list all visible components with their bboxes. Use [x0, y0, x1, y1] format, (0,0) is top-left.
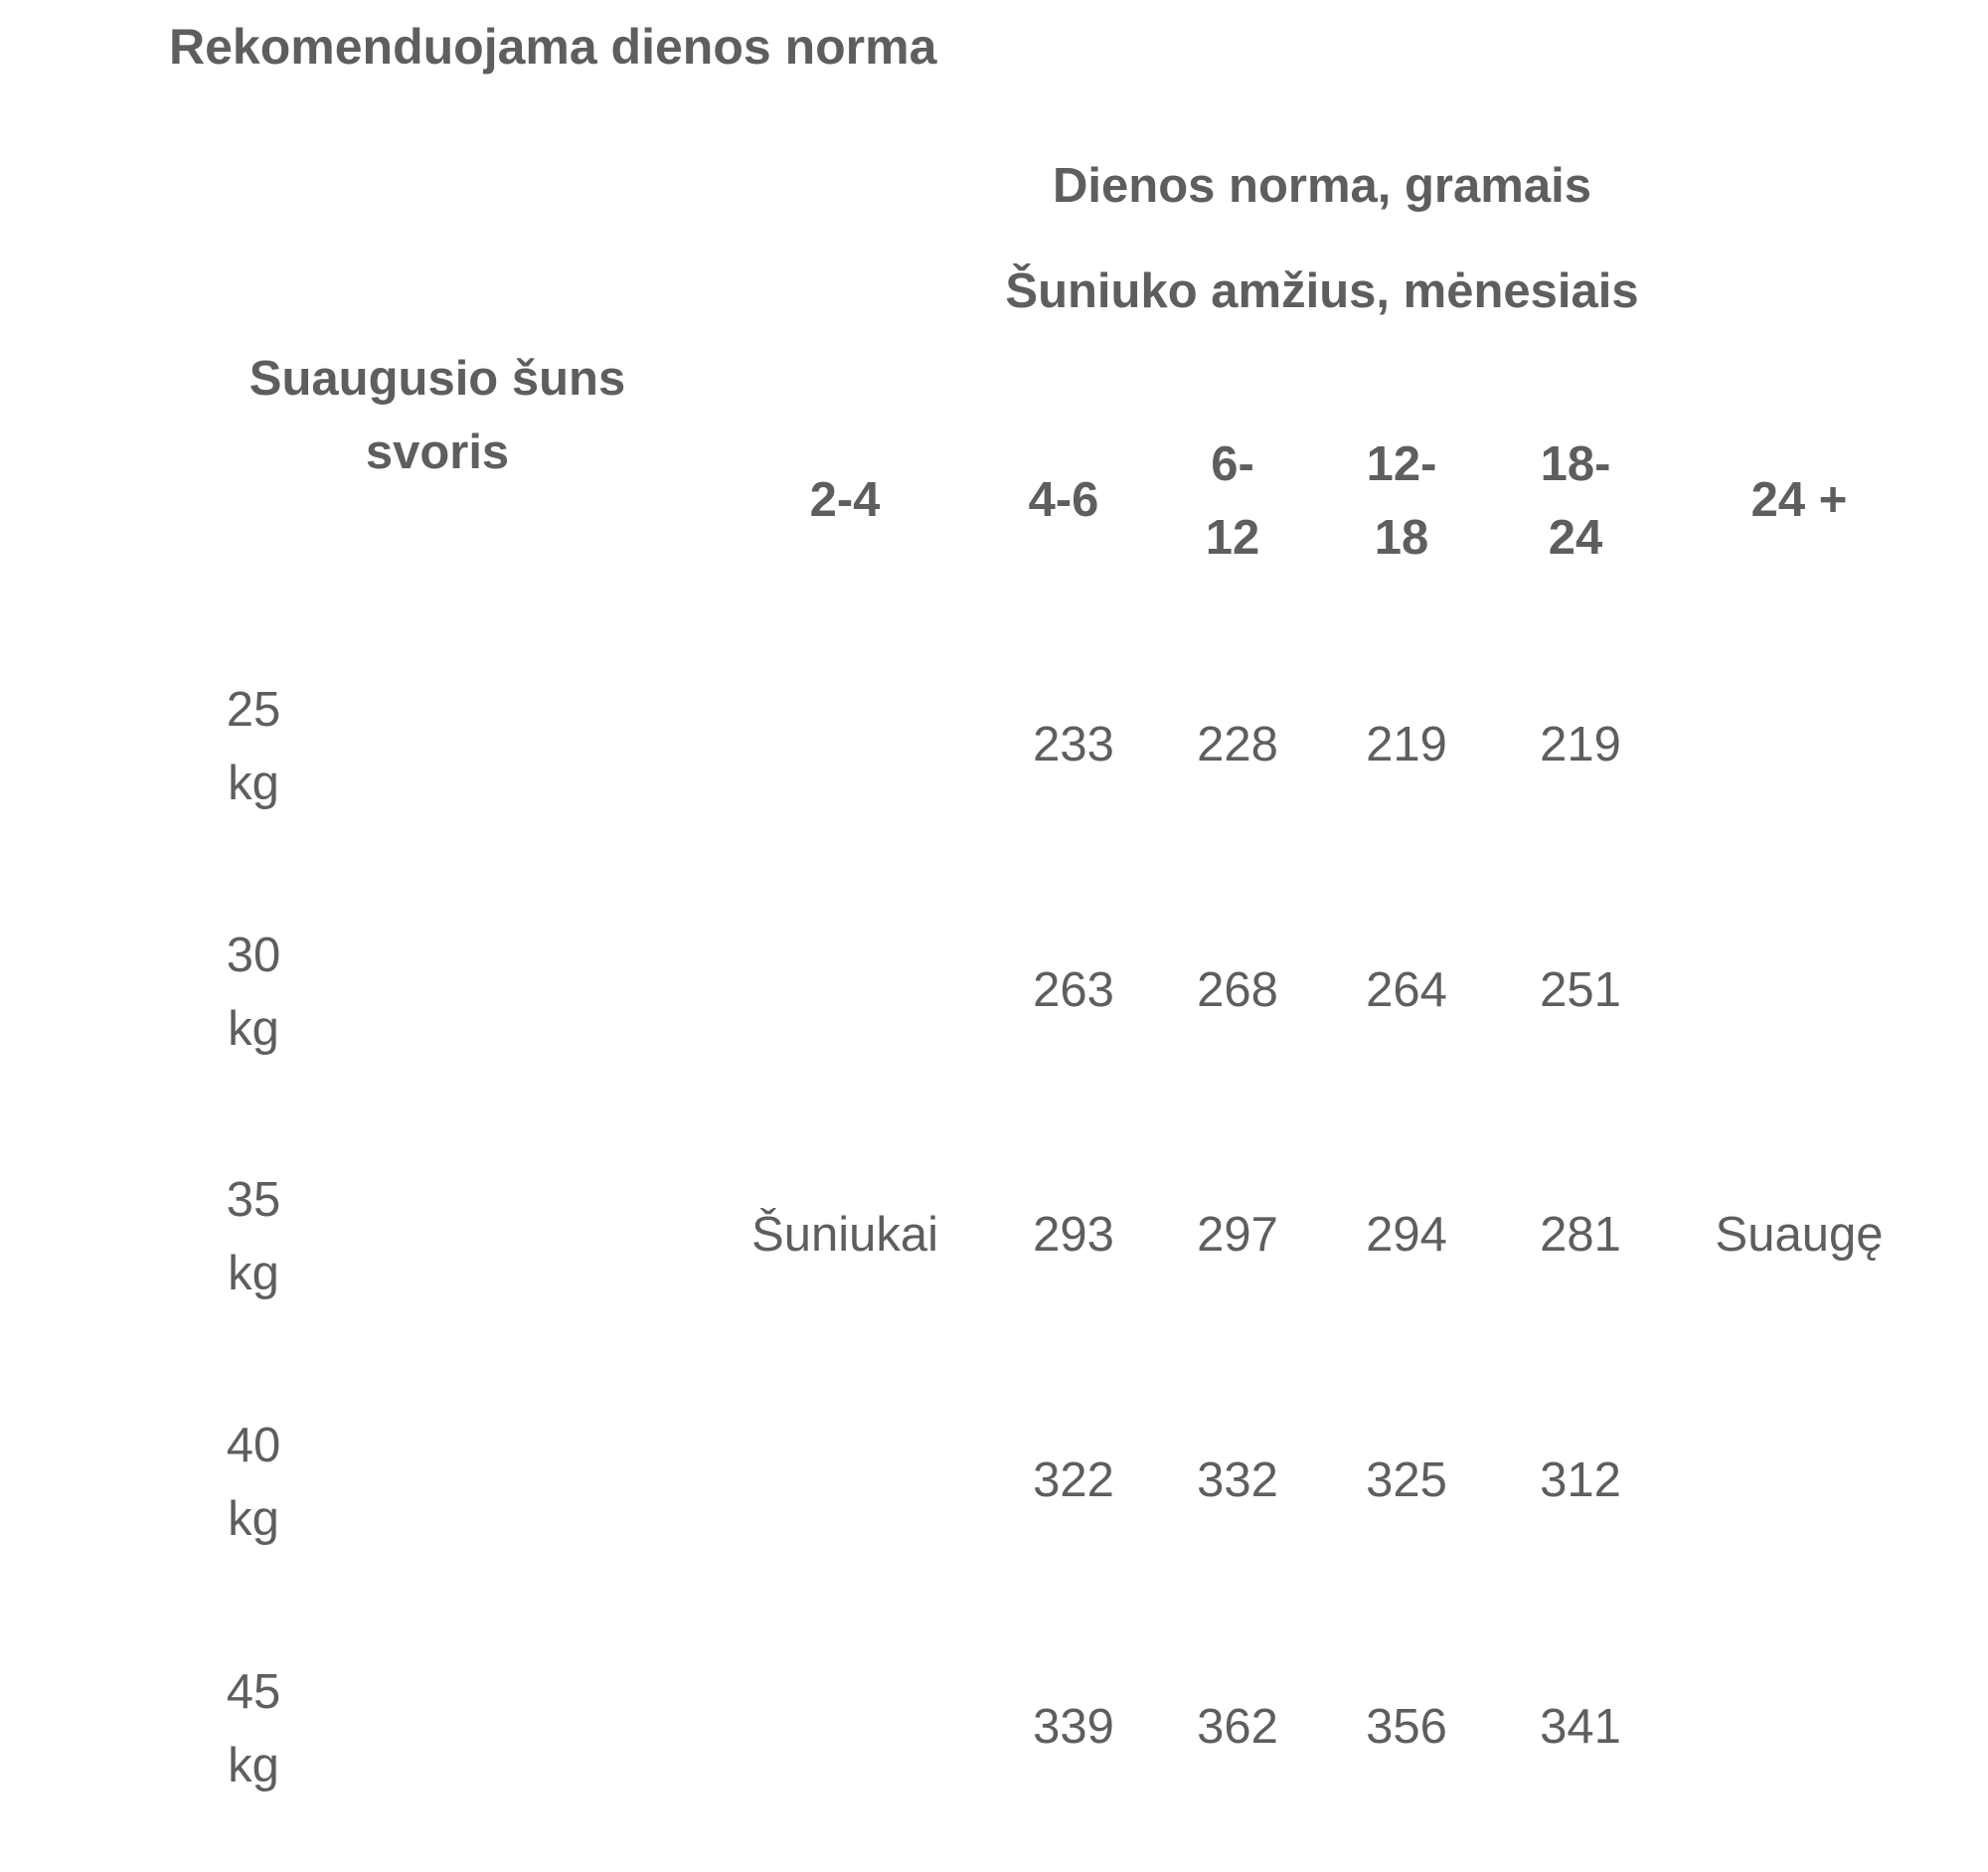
table-cell: 293 — [1033, 1208, 1114, 1262]
column-header-line-1: 6- — [1211, 437, 1254, 491]
weight-unit: kg — [228, 757, 279, 810]
puppies-label: Šuniukai — [751, 1208, 938, 1262]
column-header-18-24 — [1506, 427, 1645, 575]
table-cell: 228 — [1197, 718, 1278, 771]
column-header-line-1: 2-4 — [809, 473, 881, 527]
table-row-weight — [199, 1163, 308, 1310]
daily-norm-header: Dienos norma, gramais — [1053, 159, 1591, 213]
table-cell: 325 — [1366, 1453, 1447, 1507]
column-header-line-1: 4-6 — [1028, 473, 1099, 527]
table-cell: 322 — [1033, 1453, 1114, 1507]
column-header-line-1: 12- — [1366, 437, 1437, 491]
weight-unit: kg — [228, 1002, 279, 1056]
table-cell: 219 — [1540, 718, 1621, 771]
column-header-12-18 — [1332, 427, 1471, 575]
column-header-line-2: 18 — [1374, 511, 1429, 565]
weight-unit: kg — [228, 1247, 279, 1300]
table-cell: 332 — [1197, 1453, 1278, 1507]
table-cell: 251 — [1540, 963, 1621, 1017]
table-cell: 263 — [1033, 963, 1114, 1017]
page-title: Rekomenduojama dienos norma — [169, 19, 937, 75]
weight-unit: kg — [228, 1739, 279, 1792]
table-row-weight — [199, 919, 308, 1066]
table-row-weight — [199, 1409, 308, 1556]
adults-label: Suaugę — [1715, 1208, 1884, 1262]
column-header-line-2: 12 — [1205, 511, 1260, 565]
weight-value: 25 — [226, 683, 281, 737]
table-cell: 268 — [1197, 963, 1278, 1017]
weight-value: 35 — [226, 1173, 281, 1227]
table-cell: 341 — [1540, 1700, 1621, 1754]
column-header-line-2: 24 — [1548, 511, 1603, 565]
weight-value: 30 — [226, 929, 281, 982]
table-cell: 356 — [1366, 1700, 1447, 1754]
table-cell: 294 — [1366, 1208, 1447, 1262]
column-header-24-plus — [1700, 463, 1899, 537]
weight-unit: kg — [228, 1492, 279, 1546]
puppy-age-header: Šuniuko amžius, mėnesiais — [1005, 264, 1639, 318]
weight-value: 45 — [226, 1665, 281, 1719]
column-header-6-12 — [1163, 427, 1302, 575]
table-cell: 362 — [1197, 1700, 1278, 1754]
table-cell: 233 — [1033, 718, 1114, 771]
column-header-line-1: 24 + — [1750, 473, 1848, 527]
weight-header-line-2: svoris — [365, 425, 510, 479]
weight-header — [199, 342, 676, 489]
weight-header-line-1: Suaugusio šuns — [248, 352, 626, 406]
table-row-weight — [199, 673, 308, 820]
table-cell: 281 — [1540, 1208, 1621, 1262]
table-cell: 312 — [1540, 1453, 1621, 1507]
weight-value: 40 — [226, 1419, 281, 1472]
column-header-4-6 — [974, 463, 1153, 537]
table-cell: 219 — [1366, 718, 1447, 771]
column-header-2-4 — [755, 463, 934, 537]
table-cell: 297 — [1197, 1208, 1278, 1262]
table-cell: 264 — [1366, 963, 1447, 1017]
table-cell: 339 — [1033, 1700, 1114, 1754]
table-row-weight — [199, 1655, 308, 1802]
column-header-line-1: 18- — [1540, 437, 1611, 491]
